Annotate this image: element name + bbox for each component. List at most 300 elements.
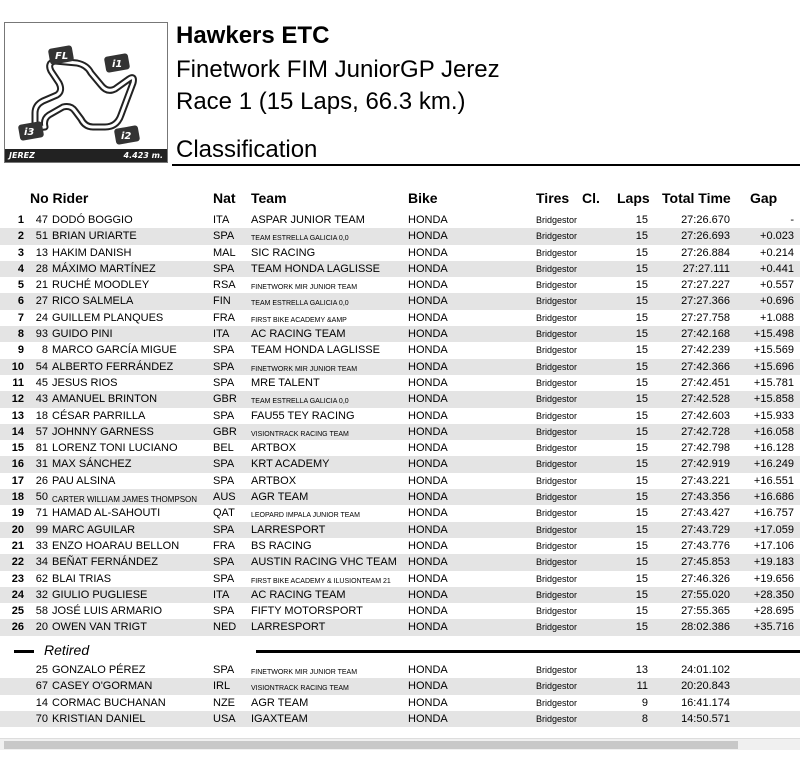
laps-cell: 15 — [635, 425, 648, 438]
nat-cell: GBR — [213, 425, 237, 438]
pos-cell: 18 — [11, 491, 24, 504]
bike-cell: HONDA — [408, 507, 448, 520]
laps-cell: 13 — [635, 664, 648, 676]
gap-cell: +16.757 — [753, 507, 794, 520]
nat-cell: SPA — [213, 262, 235, 275]
bike-cell: HONDA — [408, 279, 448, 292]
bike-cell: HONDA — [408, 360, 448, 373]
tires-cell: Bridgestor — [536, 215, 578, 225]
bike-cell: HONDA — [408, 712, 448, 725]
laps-cell: 15 — [635, 230, 648, 243]
rider-cell: PAU ALSINA — [52, 474, 116, 487]
total-time-cell: 14:50.571 — [681, 712, 730, 725]
section-title: Classification — [176, 136, 318, 163]
team-cell: FIRST BIKE ACADEMY &AMP — [251, 316, 347, 324]
bike-cell: HONDA — [408, 230, 448, 243]
rider-cell: BLAI TRIAS — [52, 572, 112, 585]
rider-number-cell: 99 — [35, 523, 48, 536]
laps-cell: 15 — [635, 605, 648, 618]
total-time-cell: 27:43.427 — [681, 507, 730, 520]
gap-cell: +16.551 — [753, 474, 794, 487]
pos-cell: 4 — [17, 262, 24, 275]
rider-number-cell: 20 — [35, 621, 48, 634]
pos-cell: 8 — [17, 328, 24, 341]
tires-cell: Bridgestor — [536, 280, 578, 291]
pos-cell: 21 — [11, 539, 24, 552]
total-time-cell: 27:27.111 — [682, 262, 730, 275]
pos-cell: 16 — [11, 458, 24, 471]
rider-cell: BEÑAT FERNÁNDEZ — [52, 556, 158, 569]
pos-cell: 12 — [11, 393, 24, 406]
total-time-cell: 27:27.758 — [681, 311, 730, 324]
rider-cell: JESUS RIOS — [52, 376, 118, 389]
total-time-cell: 27:26.884 — [681, 246, 730, 259]
tires-cell: Bridgestor — [536, 713, 578, 724]
gap-cell: - — [790, 214, 794, 226]
table-row — [0, 212, 800, 228]
tires-cell: Bridgestor — [536, 665, 578, 675]
tires-cell: Bridgestor — [536, 540, 578, 551]
rider-cell: MÁXIMO MARTÍNEZ — [52, 262, 156, 275]
team-cell: AGR TEAM — [251, 696, 309, 709]
nat-cell: GBR — [213, 393, 237, 406]
gap-cell: +16.249 — [753, 458, 794, 471]
table-row — [0, 538, 800, 554]
team-cell: FINETWORK MIR JUNIOR TEAM — [251, 669, 358, 676]
laps-cell: 15 — [635, 409, 648, 422]
tires-cell: Bridgestor — [536, 410, 578, 421]
col-team: Team — [251, 190, 287, 206]
rider-cell: CÉSAR PARRILLA — [52, 409, 146, 422]
col-total-time: Total Time — [662, 190, 731, 206]
sector-i3-icon — [18, 121, 44, 141]
total-time-cell: 27:42.603 — [681, 409, 730, 422]
rider-number-cell: 45 — [35, 376, 48, 389]
table-row — [0, 678, 800, 694]
rider-number-cell: 58 — [35, 605, 48, 618]
rider-number-cell: 18 — [35, 409, 48, 422]
laps-cell: 15 — [635, 507, 648, 520]
rider-cell: LORENZ TONI LUCIANO — [52, 442, 178, 455]
svg-text:i3: i3 — [24, 127, 35, 138]
rider-cell: RICO SALMELA — [52, 295, 134, 308]
rider-number-cell: 24 — [35, 311, 48, 324]
bike-cell: HONDA — [408, 621, 448, 634]
column-headers — [0, 190, 800, 208]
sector-i1-icon — [104, 53, 130, 73]
gap-cell: +0.214 — [760, 246, 794, 259]
bike-cell: HONDA — [408, 376, 448, 389]
tires-cell: Bridgestor — [536, 589, 578, 600]
laps-cell: 15 — [635, 393, 648, 406]
tires-cell: Bridgestor — [536, 492, 578, 503]
team-cell: FINETWORK MIR JUNIOR TEAM — [251, 365, 358, 373]
total-time-cell: 27:55.365 — [681, 605, 730, 618]
total-time-cell: 27:42.366 — [681, 360, 730, 373]
nat-cell: BEL — [213, 442, 234, 455]
team-cell: VISIONTRACK RACING TEAM — [251, 685, 349, 693]
bike-cell: HONDA — [408, 491, 448, 504]
bike-cell: HONDA — [408, 311, 448, 324]
retired-header — [0, 642, 800, 660]
track-logo — [4, 22, 168, 163]
pos-cell: 25 — [11, 605, 24, 618]
table-row — [0, 375, 800, 391]
bike-cell: HONDA — [408, 328, 448, 341]
retired-dash — [14, 650, 34, 653]
bike-cell: HONDA — [408, 214, 448, 226]
rider-cell: RUCHÉ MOODLEY — [52, 279, 150, 292]
laps-cell: 15 — [635, 539, 648, 552]
rider-number-cell: 32 — [35, 588, 48, 601]
nat-cell: NZE — [213, 696, 235, 709]
tires-cell: Bridgestor — [536, 508, 578, 519]
col-cl: Cl. — [582, 190, 600, 206]
total-time-cell: 27:27.227 — [681, 279, 730, 292]
gap-cell: +19.656 — [753, 572, 794, 585]
tires-cell: Bridgestor — [536, 524, 578, 535]
total-time-cell: 27:42.919 — [681, 458, 730, 471]
laps-cell: 15 — [635, 474, 648, 487]
rider-number-cell: 21 — [35, 279, 48, 292]
nat-cell: RSA — [213, 279, 236, 292]
table-row — [0, 587, 800, 603]
bike-cell: HONDA — [408, 605, 448, 618]
tires-cell: Bridgestor — [536, 697, 578, 708]
rider-cell: JOHNNY GARNESS — [52, 425, 154, 438]
total-time-cell: 27:26.693 — [681, 230, 730, 243]
nat-cell: NED — [213, 621, 237, 634]
rider-number-cell: 8 — [41, 344, 48, 357]
laps-cell: 8 — [641, 712, 648, 725]
rider-cell: CASEY O'GORMAN — [52, 680, 153, 693]
tires-cell: Bridgestor — [536, 329, 578, 340]
rider-cell: MARCO GARCÍA MIGUE — [52, 344, 177, 357]
pos-cell: 26 — [11, 621, 24, 634]
bike-cell: HONDA — [408, 344, 448, 357]
rider-number-cell: 54 — [35, 360, 48, 373]
nat-cell: SPA — [213, 474, 235, 487]
total-time-cell: 27:42.168 — [681, 328, 730, 341]
track-name: JEREZ — [9, 151, 35, 160]
bike-cell: HONDA — [408, 295, 448, 308]
total-time-cell: 27:26.670 — [681, 214, 730, 226]
table-row — [0, 424, 800, 440]
bike-cell: HONDA — [408, 556, 448, 569]
horizontal-scrollbar[interactable] — [0, 738, 800, 750]
laps-cell: 15 — [635, 360, 648, 373]
track-footer — [5, 149, 167, 162]
pos-cell: 2 — [17, 230, 24, 243]
team-cell: FIRST BIKE ACADEMY & ILUSIONTEAM 21 — [251, 577, 391, 585]
pos-cell: 1 — [17, 214, 24, 226]
table-row — [0, 293, 800, 309]
team-cell: KRT ACADEMY — [251, 458, 330, 471]
col-gap: Gap — [750, 190, 778, 206]
nat-cell: ITA — [213, 214, 230, 226]
tires-cell: Bridgestor — [536, 557, 578, 568]
bike-cell: HONDA — [408, 588, 448, 601]
tires-cell: Bridgestor — [536, 459, 578, 470]
rider-number-cell: 51 — [35, 230, 48, 243]
gap-cell: +17.059 — [753, 523, 794, 536]
bike-cell: HONDA — [408, 442, 448, 455]
nat-cell: SPA — [213, 605, 235, 618]
tires-cell: Bridgestor — [536, 247, 578, 258]
table-row — [0, 245, 800, 261]
laps-cell: 15 — [635, 214, 648, 226]
nat-cell: USA — [213, 712, 236, 725]
gap-cell: +19.183 — [753, 556, 794, 569]
track-length: 4.423 m. — [123, 151, 163, 160]
pos-cell: 23 — [11, 572, 24, 585]
rider-cell: CORMAC BUCHANAN — [52, 696, 166, 709]
total-time-cell: 27:55.020 — [681, 588, 730, 601]
pos-cell: 17 — [11, 474, 24, 487]
rider-cell: CARTER WILLIAM JAMES THOMPSON — [52, 495, 198, 505]
pos-cell: 15 — [11, 442, 24, 455]
total-time-cell: 27:43.221 — [681, 474, 730, 487]
table-row — [0, 505, 800, 521]
gap-cell: +0.441 — [760, 262, 794, 275]
laps-cell: 15 — [635, 295, 648, 308]
rider-number-cell: 31 — [35, 458, 48, 471]
gap-cell: +1.088 — [760, 311, 794, 324]
race-info: Race 1 (15 Laps, 66.3 km.) — [176, 88, 466, 115]
rider-cell: GIULIO PUGLIESE — [52, 588, 148, 601]
laps-cell: 15 — [635, 572, 648, 585]
team-cell: TEAM HONDA LAGLISSE — [251, 262, 380, 275]
bike-cell: HONDA — [408, 393, 448, 406]
retired-label: Retired — [44, 642, 90, 658]
pos-cell: 20 — [11, 523, 24, 536]
total-time-cell: 27:27.366 — [681, 295, 730, 308]
pos-cell: 19 — [11, 507, 24, 520]
track-map-icon — [5, 23, 167, 149]
team-cell: BS RACING — [251, 539, 312, 552]
total-time-cell: 27:43.729 — [681, 523, 730, 536]
svg-text:FL: FL — [55, 51, 69, 62]
gap-cell: +28.350 — [753, 588, 794, 601]
gap-cell: +16.686 — [753, 491, 794, 504]
team-cell: TEAM ESTRELLA GALICIA 0,0 — [251, 300, 349, 308]
gap-cell: +17.106 — [753, 539, 794, 552]
pos-cell: 10 — [11, 360, 24, 373]
team-cell: MRE TALENT — [251, 376, 320, 389]
table-row — [0, 359, 800, 375]
svg-text:i1: i1 — [112, 59, 123, 70]
rider-number-cell: 70 — [35, 712, 48, 725]
table-row — [0, 456, 800, 472]
rider-number-cell: 34 — [35, 556, 48, 569]
total-time-cell: 27:46.326 — [681, 572, 730, 585]
total-time-cell: 27:42.798 — [681, 442, 730, 455]
svg-text:i2: i2 — [121, 131, 132, 142]
laps-cell: 15 — [635, 246, 648, 259]
tires-cell: Bridgestor — [536, 263, 578, 274]
tires-cell: Bridgestor — [536, 681, 578, 692]
retired-divider — [256, 650, 800, 653]
nat-cell: IRL — [213, 680, 231, 693]
nat-cell: MAL — [213, 246, 236, 259]
tires-cell: Bridgestor — [536, 622, 578, 633]
laps-cell: 15 — [635, 376, 648, 389]
nat-cell: SPA — [213, 409, 235, 422]
nat-cell: FRA — [213, 539, 235, 552]
tires-cell: Bridgestor — [536, 231, 578, 242]
pos-cell: 3 — [17, 246, 24, 259]
rider-cell: ENZO HOARAU BELLON — [52, 539, 180, 552]
rider-number-cell: 71 — [35, 507, 48, 520]
tires-cell: Bridgestor — [536, 361, 578, 372]
scrollbar-thumb[interactable] — [4, 741, 738, 749]
laps-cell: 15 — [635, 279, 648, 292]
table-row — [0, 662, 800, 678]
team-cell: TEAM ESTRELLA GALICIA 0,0 — [251, 398, 349, 406]
team-cell: AC RACING TEAM — [251, 328, 346, 341]
rider-number-cell: 50 — [35, 491, 48, 504]
table-row — [0, 711, 800, 727]
laps-cell: 15 — [635, 621, 648, 634]
total-time-cell: 24:01.102 — [681, 664, 730, 676]
rider-number-cell: 67 — [35, 680, 48, 693]
nat-cell: FIN — [213, 295, 231, 308]
rider-cell: ALBERTO FERRÁNDEZ — [52, 360, 174, 373]
tires-cell: Bridgestor — [536, 394, 578, 405]
nat-cell: AUS — [213, 491, 236, 504]
rider-cell: GUIDO PINI — [52, 328, 113, 341]
gap-cell: +15.781 — [753, 376, 794, 389]
team-cell: ARTBOX — [251, 474, 297, 487]
bike-cell: HONDA — [408, 696, 448, 709]
laps-cell: 15 — [635, 458, 648, 471]
rider-cell: HAMAD AL-SAHOUTI — [52, 507, 161, 520]
pos-cell: 24 — [11, 588, 24, 601]
nat-cell: SPA — [213, 376, 235, 389]
nat-cell: SPA — [213, 344, 235, 357]
rider-number-cell: 28 — [35, 262, 48, 275]
gap-cell: +15.933 — [753, 409, 794, 422]
laps-cell: 9 — [641, 696, 648, 709]
pos-cell: 5 — [17, 279, 24, 292]
nat-cell: SPA — [213, 664, 235, 676]
rider-number-cell: 13 — [35, 246, 48, 259]
gap-cell: +15.569 — [753, 344, 794, 357]
table-row — [0, 554, 800, 570]
team-cell: TEAM ESTRELLA GALICIA 0,0 — [251, 235, 349, 243]
laps-cell: 15 — [635, 344, 648, 357]
tires-cell: Bridgestor — [536, 312, 578, 323]
col-nat: Nat — [213, 190, 236, 206]
bike-cell: HONDA — [408, 262, 448, 275]
tires-cell: Bridgestor — [536, 573, 578, 584]
total-time-cell: 28:02.386 — [681, 621, 730, 634]
page-title: Hawkers ETC — [176, 22, 330, 49]
nat-cell: SPA — [213, 458, 235, 471]
rider-cell: KRISTIAN DANIEL — [52, 712, 146, 725]
event-name: Finetwork FIM JuniorGP Jerez — [176, 56, 500, 83]
nat-cell: SPA — [213, 556, 235, 569]
bike-cell: HONDA — [408, 539, 448, 552]
rider-number-cell: 62 — [35, 572, 48, 585]
team-cell: ARTBOX — [251, 442, 297, 455]
laps-cell: 15 — [635, 556, 648, 569]
table-row — [0, 603, 800, 619]
laps-cell: 15 — [635, 328, 648, 341]
table-row — [0, 440, 800, 456]
team-cell: FIFTY MOTORSPORT — [251, 605, 363, 618]
team-cell: TEAM HONDA LAGLISSE — [251, 344, 380, 357]
table-row — [0, 326, 800, 342]
team-cell: AC RACING TEAM — [251, 588, 346, 601]
rider-number-cell: 81 — [35, 442, 48, 455]
table-row — [0, 473, 800, 489]
laps-cell: 15 — [635, 311, 648, 324]
sector-i2-icon — [114, 125, 140, 145]
rider-number-cell: 47 — [35, 214, 48, 226]
team-cell: SIC RACING — [251, 246, 316, 259]
bike-cell: HONDA — [408, 474, 448, 487]
pos-cell: 13 — [11, 409, 24, 422]
bike-cell: HONDA — [408, 409, 448, 422]
bike-cell: HONDA — [408, 425, 448, 438]
gap-cell: +15.858 — [753, 393, 794, 406]
tires-cell: Bridgestor — [536, 475, 578, 486]
rider-number-cell: 25 — [35, 664, 48, 676]
table-row — [0, 619, 800, 635]
nat-cell: FRA — [213, 311, 235, 324]
col-no-rider: No Rider — [30, 190, 89, 206]
table-row — [0, 489, 800, 505]
rider-number-cell: 26 — [35, 474, 48, 487]
gap-cell: +16.058 — [753, 425, 794, 438]
total-time-cell: 27:43.356 — [681, 491, 730, 504]
rider-cell: HAKIM DANISH — [52, 246, 132, 259]
total-time-cell: 27:43.776 — [681, 539, 730, 552]
bike-cell: HONDA — [408, 246, 448, 259]
total-time-cell: 27:42.239 — [681, 344, 730, 357]
team-cell: AGR TEAM — [251, 491, 309, 504]
laps-cell: 15 — [635, 442, 648, 455]
rider-cell: DODÓ BOGGIO — [52, 214, 133, 226]
team-cell: AUSTIN RACING VHC TEAM — [251, 556, 397, 569]
bike-cell: HONDA — [408, 523, 448, 536]
rider-number-cell: 43 — [35, 393, 48, 406]
team-cell: FAU55 TEY RACING — [251, 409, 355, 422]
laps-cell: 15 — [635, 491, 648, 504]
laps-cell: 15 — [635, 262, 648, 275]
col-bike: Bike — [408, 190, 438, 206]
nat-cell: ITA — [213, 588, 230, 601]
rider-number-cell: 93 — [35, 328, 48, 341]
tires-cell: Bridgestor — [536, 443, 578, 454]
team-cell: LEOPARD IMPALA JUNIOR TEAM — [251, 512, 360, 520]
pos-cell: 22 — [11, 556, 24, 569]
laps-cell: 15 — [635, 588, 648, 601]
col-tires: Tires — [536, 190, 570, 206]
nat-cell: SPA — [213, 360, 235, 373]
nat-cell: ITA — [213, 328, 230, 341]
total-time-cell: 16:41.174 — [681, 696, 730, 709]
gap-cell: +15.696 — [753, 360, 794, 373]
team-cell: VISIONTRACK RACING TEAM — [251, 430, 349, 438]
rider-number-cell: 14 — [35, 696, 48, 709]
rider-number-cell: 33 — [35, 539, 48, 552]
table-row — [0, 408, 800, 424]
table-row — [0, 342, 800, 358]
laps-cell: 15 — [635, 523, 648, 536]
bike-cell: HONDA — [408, 680, 448, 693]
